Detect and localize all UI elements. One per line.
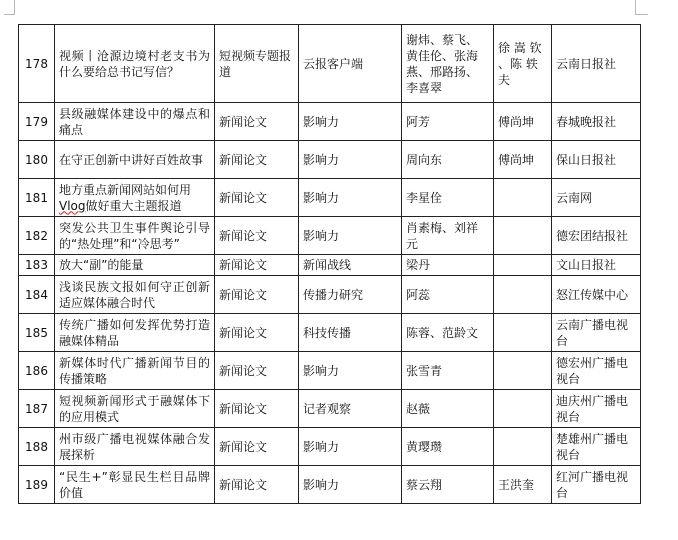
work-authors: 黄璎瓒 bbox=[402, 428, 494, 466]
publish-column: 影响力 bbox=[299, 466, 402, 504]
publish-column: 记者观察 bbox=[299, 390, 402, 428]
publisher-unit: 红河广播电视台 bbox=[552, 466, 641, 504]
work-title: 新媒体时代广播新闻节目的传播策略 bbox=[55, 352, 215, 390]
work-editors bbox=[494, 255, 552, 276]
row-number: 181 bbox=[19, 179, 55, 217]
work-editors: 徐 嵩 钦 、陈 轶夫 bbox=[494, 25, 552, 103]
work-title: 在守正创新中讲好百姓故事 bbox=[55, 141, 215, 179]
table-row bbox=[19, 25, 641, 103]
publisher-unit: 德宏州广播电视台 bbox=[552, 352, 641, 390]
work-title: 短视频新闻形式于融媒体下的应用模式 bbox=[55, 390, 215, 428]
table-row bbox=[19, 217, 641, 255]
publisher-unit: 迪庆州广播电视台 bbox=[552, 390, 641, 428]
work-category: 短视频专题报道 bbox=[215, 25, 299, 103]
work-title: 县级融媒体建设中的爆点和痛点 bbox=[55, 103, 215, 141]
page-corner-mark-left bbox=[4, 0, 15, 15]
work-authors: 李星佺 bbox=[402, 179, 494, 217]
publish-column: 影响力 bbox=[299, 428, 402, 466]
table-row bbox=[19, 179, 641, 217]
publish-column: 影响力 bbox=[299, 179, 402, 217]
work-editors bbox=[494, 428, 552, 466]
work-authors: 蔡云翔 bbox=[402, 466, 494, 504]
work-editors: 傅尚坤 bbox=[494, 141, 552, 179]
work-category: 新闻论文 bbox=[215, 141, 299, 179]
award-list-table bbox=[18, 24, 641, 504]
work-title: “民生+”彰显民生栏目品牌价值 bbox=[55, 466, 215, 504]
work-editors bbox=[494, 314, 552, 352]
work-title: 放大“副”的能量 bbox=[55, 255, 215, 276]
work-category: 新闻论文 bbox=[215, 466, 299, 504]
publisher-unit: 云南日报社 bbox=[552, 25, 641, 103]
publish-column: 影响力 bbox=[299, 141, 402, 179]
work-title bbox=[55, 179, 215, 217]
work-category: 新闻论文 bbox=[215, 276, 299, 314]
row-number: 185 bbox=[19, 314, 55, 352]
publisher-unit: 云南广播电视台 bbox=[552, 314, 641, 352]
work-authors: 谢炜、蔡飞、黄佳伦、张海燕、邢路扬、李喜翠 bbox=[402, 25, 494, 103]
publisher-unit: 云南网 bbox=[552, 179, 641, 217]
publisher-unit: 德宏团结报社 bbox=[552, 217, 641, 255]
table-row bbox=[19, 276, 641, 314]
row-number: 186 bbox=[19, 352, 55, 390]
work-title: 州市级广播电视媒体融合发展探析 bbox=[55, 428, 215, 466]
work-authors: 张雪青 bbox=[402, 352, 494, 390]
publisher-unit: 怒江传媒中心 bbox=[552, 276, 641, 314]
table-row bbox=[19, 428, 641, 466]
publisher-unit: 保山日报社 bbox=[552, 141, 641, 179]
work-category: 新闻论文 bbox=[215, 217, 299, 255]
table-row bbox=[19, 352, 641, 390]
work-category: 新闻论文 bbox=[215, 103, 299, 141]
work-title: 视频丨沧源边境村老支书为什么要给总书记写信？ bbox=[55, 25, 215, 103]
publish-column: 科技传播 bbox=[299, 314, 402, 352]
table-row bbox=[19, 314, 641, 352]
work-editors: 王洪奎 bbox=[494, 466, 552, 504]
publisher-unit: 文山日报社 bbox=[552, 255, 641, 276]
work-category: 新闻论文 bbox=[215, 390, 299, 428]
publisher-unit: 楚雄州广播电视台 bbox=[552, 428, 641, 466]
work-category: 新闻论文 bbox=[215, 428, 299, 466]
work-editors bbox=[494, 352, 552, 390]
work-category: 新闻论文 bbox=[215, 179, 299, 217]
work-authors: 阿蕊 bbox=[402, 276, 494, 314]
row-number: 187 bbox=[19, 390, 55, 428]
work-editors bbox=[494, 217, 552, 255]
table-row bbox=[19, 390, 641, 428]
row-number: 183 bbox=[19, 255, 55, 276]
title-text: 做好重大主题报道 bbox=[85, 198, 182, 213]
row-number: 189 bbox=[19, 466, 55, 504]
publish-column: 影响力 bbox=[299, 352, 402, 390]
row-number: 184 bbox=[19, 276, 55, 314]
page-corner-mark-right bbox=[635, 0, 648, 15]
row-number: 178 bbox=[19, 25, 55, 103]
row-number: 179 bbox=[19, 103, 55, 141]
publisher-unit: 春城晚报社 bbox=[552, 103, 641, 141]
table-row bbox=[19, 103, 641, 141]
publish-column: 新闻战线 bbox=[299, 255, 402, 276]
row-number: 188 bbox=[19, 428, 55, 466]
row-number: 180 bbox=[19, 141, 55, 179]
table-row bbox=[19, 255, 641, 276]
work-authors: 阿芳 bbox=[402, 103, 494, 141]
work-editors bbox=[494, 276, 552, 314]
publish-column: 传播力研究 bbox=[299, 276, 402, 314]
work-authors: 陈蓉、范龄文 bbox=[402, 314, 494, 352]
publish-column: 云报客户端 bbox=[299, 25, 402, 103]
work-title: 传统广播如何发挥优势打造融媒体精品 bbox=[55, 314, 215, 352]
publish-column: 影响力 bbox=[299, 217, 402, 255]
work-category: 新闻论文 bbox=[215, 255, 299, 276]
work-category: 新闻论文 bbox=[215, 314, 299, 352]
work-title: 突发公共卫生事件舆论引导的“热处理”和“冷思考” bbox=[55, 217, 215, 255]
work-authors: 肖素梅、刘祥元 bbox=[402, 217, 494, 255]
work-editors: 傅尚坤 bbox=[494, 103, 552, 141]
work-editors bbox=[494, 390, 552, 428]
work-title: 浅谈民族文报如何守正创新适应媒体融合时代 bbox=[55, 276, 215, 314]
row-number: 182 bbox=[19, 217, 55, 255]
work-authors: 周向东 bbox=[402, 141, 494, 179]
title-text: 地方重点新闻网站如何用 bbox=[59, 182, 192, 197]
publish-column: 影响力 bbox=[299, 103, 402, 141]
work-authors: 赵薇 bbox=[402, 390, 494, 428]
table-row bbox=[19, 466, 641, 504]
work-authors: 梁丹 bbox=[402, 255, 494, 276]
table-row bbox=[19, 141, 641, 179]
work-editors bbox=[494, 179, 552, 217]
spellcheck-marked-word: Vlog bbox=[59, 198, 86, 213]
work-category: 新闻论文 bbox=[215, 352, 299, 390]
